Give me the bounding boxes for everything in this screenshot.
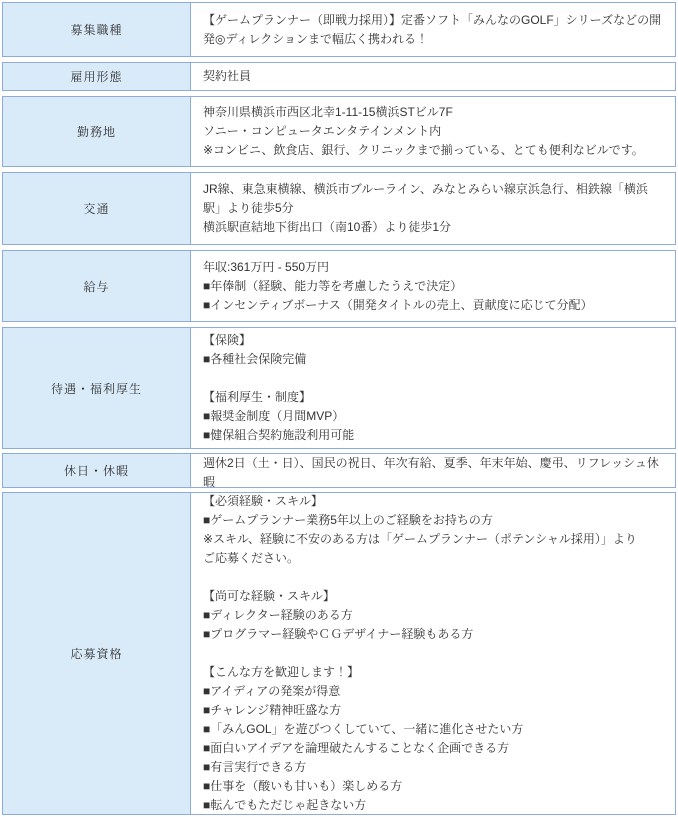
content-line: ■有言実行できる方 [203, 760, 307, 774]
row-content [191, 63, 675, 90]
row-content [191, 454, 675, 487]
content-line: ■健保組合契約施設利用可能 [203, 428, 355, 442]
table-row [2, 172, 676, 245]
row-label: 応募資格 [3, 493, 191, 814]
table-row [2, 2, 676, 57]
content-line [203, 644, 665, 663]
content-line: ■面白いアイデアを論理破たんすることなく企画できる方 [203, 741, 510, 755]
row-label: 交通 [3, 173, 191, 244]
content-line: 契約社員 [203, 69, 252, 83]
content-line: ■アイディアの発案が得意 [203, 684, 341, 698]
row-content [191, 173, 675, 244]
content-line: ※スキル、経験に不安のある方は「ゲームプランナー（ポテンシャル採用）」より [203, 532, 637, 546]
content-line: ※コンビニ、飲食店、銀行、クリニックまで揃っている、とても便利なビルです。 [203, 143, 644, 157]
table-row [2, 492, 676, 815]
content-line: ■各種社会保険完備 [203, 352, 307, 366]
content-line: ■「みんGOL」を遊びつくしていて、一緒に進化させたい方 [203, 722, 524, 736]
content-line: ■ゲームプランナー業務5年以上のご経験をお持ちの方 [203, 513, 493, 527]
table-row [2, 62, 676, 91]
content-line: 【尚可な経験・スキル】 [203, 589, 335, 603]
row-content [191, 493, 675, 814]
content-line: ■インセンティブボーナス（開発タイトルの売上、貢献度に応じて分配） [203, 297, 593, 312]
table-row [2, 96, 676, 167]
row-label: 勤務地 [3, 97, 191, 166]
row-content [191, 97, 675, 166]
content-line: ■報奨金制度（月間MVP） [203, 409, 345, 423]
content-line: JR線、東急東横線、横浜市ブルーライン、みなとみらい線京浜急行、相鉄線「横浜駅」より徒歩5分 [203, 182, 648, 215]
table-row [2, 327, 676, 449]
content-line [203, 568, 665, 587]
content-line: ■転んでもただじゃ起きない方 [203, 798, 367, 812]
content-line: 【こんな方を歓迎します！】 [203, 665, 360, 679]
row-label: 雇用形態 [3, 63, 191, 90]
content-line: ■仕事を（酸いも甘いも）楽しめる方 [203, 779, 403, 793]
content-line: ご応募ください。 [203, 551, 300, 565]
row-label: 募集職種 [3, 3, 191, 56]
row-label: 待遇・福利厚生 [3, 328, 191, 448]
content-line: 【必須経験・スキル】 [203, 494, 323, 508]
content-line: 【ゲームプランナー（即戦力採用）】定番ソフト「みんなのGOLF」シリーズなどの開発◎ディレクションまで幅広く携われる！ [203, 12, 662, 46]
row-label: 休日・休暇 [3, 454, 191, 487]
content-line: 神奈川県横浜市西区北幸1-11-15横浜STビル7F [203, 105, 453, 119]
table-row [2, 250, 676, 322]
content-line: ■年俸制（経験、能力等を考慮したうえで決定） [203, 278, 463, 293]
content-line: ■ディレクター経験のある方 [203, 608, 353, 622]
content-line: 横浜駅直結地下街出口（南10番）より徒歩1分 [203, 220, 452, 234]
row-content [191, 251, 675, 321]
row-content [191, 328, 675, 448]
row-content [191, 3, 675, 56]
content-line: 週休2日（土・日）、国民の祝日、年次有給、夏季、年末年始、慶弔、リフレッシュ休暇 [203, 456, 659, 487]
content-line: ■プログラマー経験やＣＧデザイナー経験もある方 [203, 627, 474, 641]
content-line [203, 369, 665, 388]
content-line: ソニー・コンピュータエンタテインメント内 [203, 124, 442, 138]
content-line: 【保険】 [203, 333, 252, 347]
row-label: 給与 [3, 251, 191, 321]
table-row [2, 453, 676, 488]
job-details-table [2, 2, 676, 815]
content-line: ■チャレンジ精神旺盛な方 [203, 703, 342, 717]
content-line: 【福利厚生・制度】 [203, 390, 312, 404]
content-line: 年収:361万円 - 550万円 [203, 259, 330, 274]
